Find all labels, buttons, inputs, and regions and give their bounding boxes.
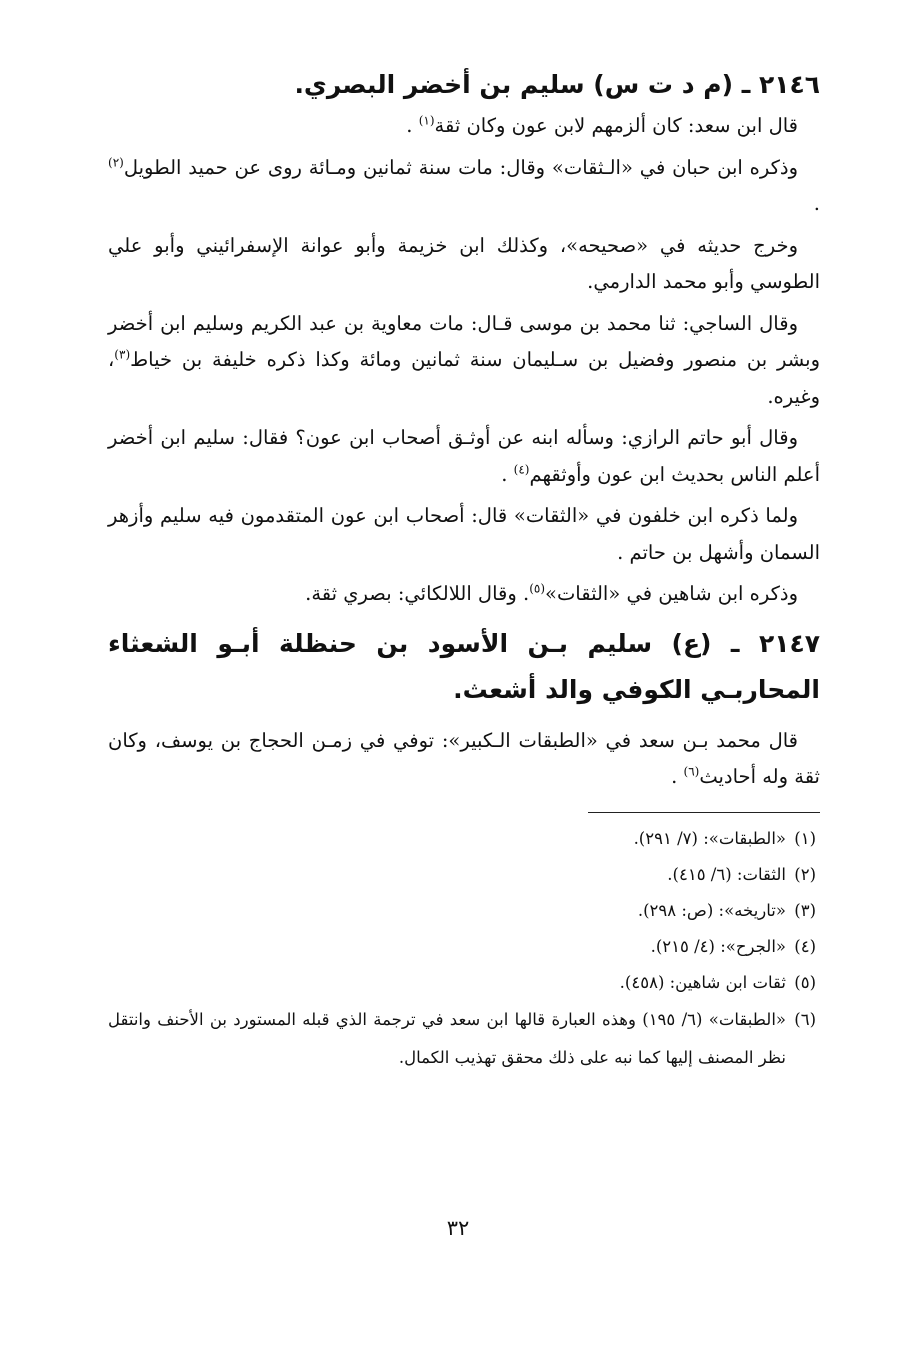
footnote-text: «الطبقات» (٦/ ١٩٥) وهذه العبارة قالها ابن سعد في ترجمة الذي قبله المستورد بن الأحنف وانتقل نظر المصنف إليها كما نبه على ذلك محقق تهذيب الكمال. bbox=[108, 1009, 786, 1067]
paragraph-tail: . وقال اللالكائي: بصري ثقة. bbox=[305, 582, 530, 605]
paragraph-text: قال ابن سعد: كان ألزمهم لابن عون وكان ثقة bbox=[434, 114, 798, 137]
footnote-divider bbox=[588, 812, 820, 813]
footnote-text: «الجرح»: (٤/ ٢١٥). bbox=[650, 936, 786, 956]
paragraph-tail: . bbox=[813, 192, 820, 215]
footnote-number: (٥) bbox=[794, 972, 816, 992]
footnote-ref[interactable]: (٤) bbox=[513, 462, 530, 476]
footnote-text: ثقات ابن شاهين: (٤٥٨). bbox=[619, 972, 786, 992]
footnote-number: (٦) bbox=[794, 1009, 816, 1029]
paragraph-text: وذكره ابن حبان في «الـثقات» وقال: مات سنة ثمانين ومـائة روى عن حميد الطويل bbox=[123, 155, 798, 179]
footnote bbox=[108, 929, 816, 965]
footnote-number: (٢) bbox=[794, 864, 816, 884]
paragraph bbox=[108, 150, 820, 223]
footnote bbox=[108, 821, 816, 857]
paragraph bbox=[108, 420, 820, 493]
paragraph-text: وقال أبو حاتم الرازي: وسأله ابنه عن أوثـق أصحاب ابن عون؟ فقال: سليم ابن أخضر أعلم الناس بحديث ابن عون وأوثقهم bbox=[108, 426, 820, 486]
paragraph-tail: . bbox=[671, 765, 684, 788]
paragraph-tail: . bbox=[501, 462, 514, 486]
paragraph-text: وذكره ابن شاهين في «الثقات» bbox=[545, 582, 798, 605]
footnote bbox=[108, 857, 816, 893]
footnote bbox=[108, 1001, 816, 1077]
paragraph bbox=[108, 576, 820, 613]
footnote bbox=[108, 965, 816, 1001]
paragraph bbox=[108, 498, 820, 571]
footnote-ref[interactable]: (٣) bbox=[114, 347, 131, 362]
paragraph-text: وخرج حديثه في «صحيحه»، وكذلك ابن خزيمة وأبو عوانة الإسفرائيني وأبو علي الطوسي وأبو محمد الدارمي. bbox=[108, 233, 820, 293]
text-column bbox=[108, 62, 820, 1077]
footnote-ref[interactable]: (٦) bbox=[683, 764, 700, 779]
footnote-text: الثقات: (٦/ ٤١٥). bbox=[667, 864, 786, 884]
footnote-ref[interactable]: (١) bbox=[418, 113, 435, 128]
footnote-ref[interactable]: (٢) bbox=[108, 155, 124, 169]
paragraph-tail: . bbox=[406, 114, 419, 137]
paragraph-text: ولما ذكره ابن خلفون في «الثقات» قال: أصحاب ابن عون المتقدمون فيه سليم وأزهر السمان وأشهل بن حاتم . bbox=[108, 504, 820, 564]
footnote-number: (٤) bbox=[794, 936, 816, 956]
paragraph bbox=[108, 228, 820, 301]
paragraph bbox=[108, 723, 820, 796]
entry-heading-2146: ٢١٤٦ ـ (م د ت س) سليم بن أخضر البصري. bbox=[294, 70, 820, 99]
footnote-number: (١) bbox=[794, 828, 816, 848]
footnote-text: «تاريخه»: (ص: ٢٩٨). bbox=[637, 900, 786, 920]
footnote-text: «الطبقات»: (٧/ ٢٩١). bbox=[633, 828, 786, 848]
paragraph bbox=[108, 306, 820, 416]
paragraph-text: وقال الساجي: ثنا محمد بن موسى قـال: مات معاوية بن عبد الكريم وسليم ابن أخضر وبشر بن منصور وفضيل بن سـليمان سنة ثمانين ومائة وكذا ذكره خليفة بن خياط bbox=[108, 311, 820, 371]
paragraph-tail: ، وغيره. bbox=[108, 348, 820, 408]
footnote-ref[interactable]: (٥) bbox=[529, 581, 546, 596]
footnote bbox=[108, 893, 816, 929]
paragraph-text: قال محمد بـن سعد في «الطبقات الـكبير»: توفي في زمـن الحجاج بن يوسف، وكان ثقة وله أحاديث bbox=[108, 728, 820, 788]
footnotes bbox=[108, 821, 820, 1077]
entry-heading-2147: ٢١٤٧ ـ (ع) سليم بـن الأسود بن حنظلة أبـو الشعثاء المحاربـي الكوفي والد أشعث. bbox=[108, 628, 820, 704]
page-number: ٣٢ bbox=[446, 1216, 470, 1240]
paragraph bbox=[108, 108, 820, 145]
footnote-number: (٣) bbox=[794, 900, 816, 920]
